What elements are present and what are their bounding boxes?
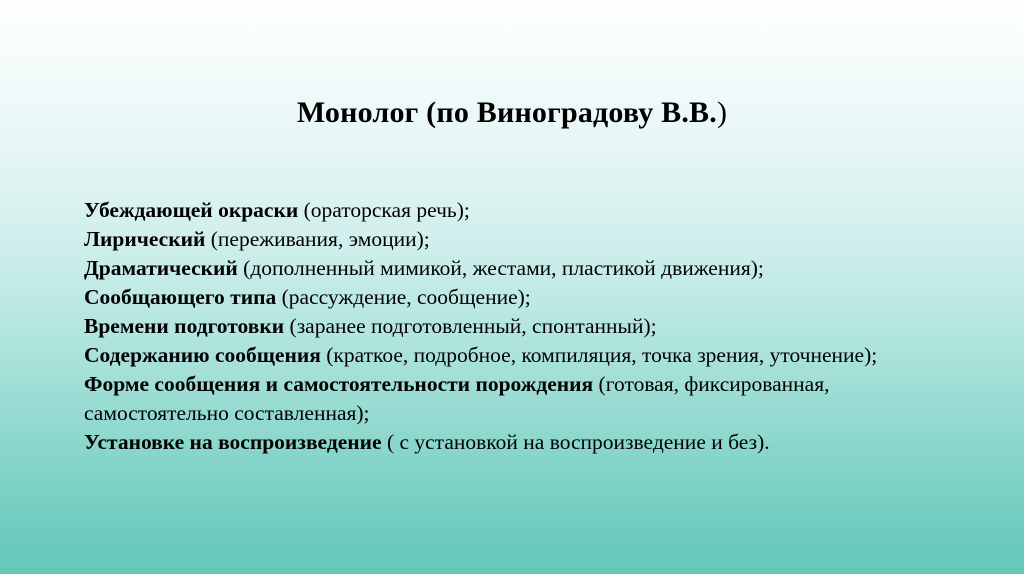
list-item-description: ( с установкой на воспроизведение и без). <box>381 430 770 454</box>
slide-title-main: Монолог (по Виноградову В.В. <box>296 96 717 129</box>
list-item <box>84 283 964 312</box>
slide-title <box>0 96 1024 130</box>
list-item-term: Установке на воспроизведение <box>84 430 382 454</box>
list-item-term: Содержанию сообщения <box>84 343 321 367</box>
list-item-term: Времени подготовки <box>84 314 285 338</box>
list-item-term: Лирический <box>84 227 206 251</box>
list-item-term: Драматический <box>84 256 238 280</box>
list-item-description: (ораторская речь); <box>298 198 470 222</box>
list-item <box>84 341 964 370</box>
list-item-term: Форме сообщения и самостоятельности порождения <box>84 372 594 396</box>
list-item-description: (заранее подготовленный, спонтанный); <box>284 314 657 338</box>
list-item <box>84 225 964 254</box>
list-item-description: (краткое, подробное, компиляция, точка зрения, уточнение); <box>320 343 878 367</box>
list-item <box>84 254 964 283</box>
slide-body-list <box>84 196 964 457</box>
list-item-term: Сообщающего типа <box>84 285 277 309</box>
list-item-description: (переживания, эмоции); <box>205 227 430 251</box>
list-item <box>84 370 964 428</box>
list-item-description: (рассуждение, сообщение); <box>276 285 531 309</box>
list-item <box>84 196 964 225</box>
list-item <box>84 312 964 341</box>
list-item-term: Убеждающей окраски <box>84 198 299 222</box>
list-item-description: (дополненный мимикой, жестами, пластикой движения); <box>237 256 764 280</box>
slide-title-closing-paren: ) <box>716 96 728 129</box>
list-item <box>84 428 964 457</box>
list-item-description: (готовая, фиксированная, самостоятельно составленная); <box>84 372 830 425</box>
